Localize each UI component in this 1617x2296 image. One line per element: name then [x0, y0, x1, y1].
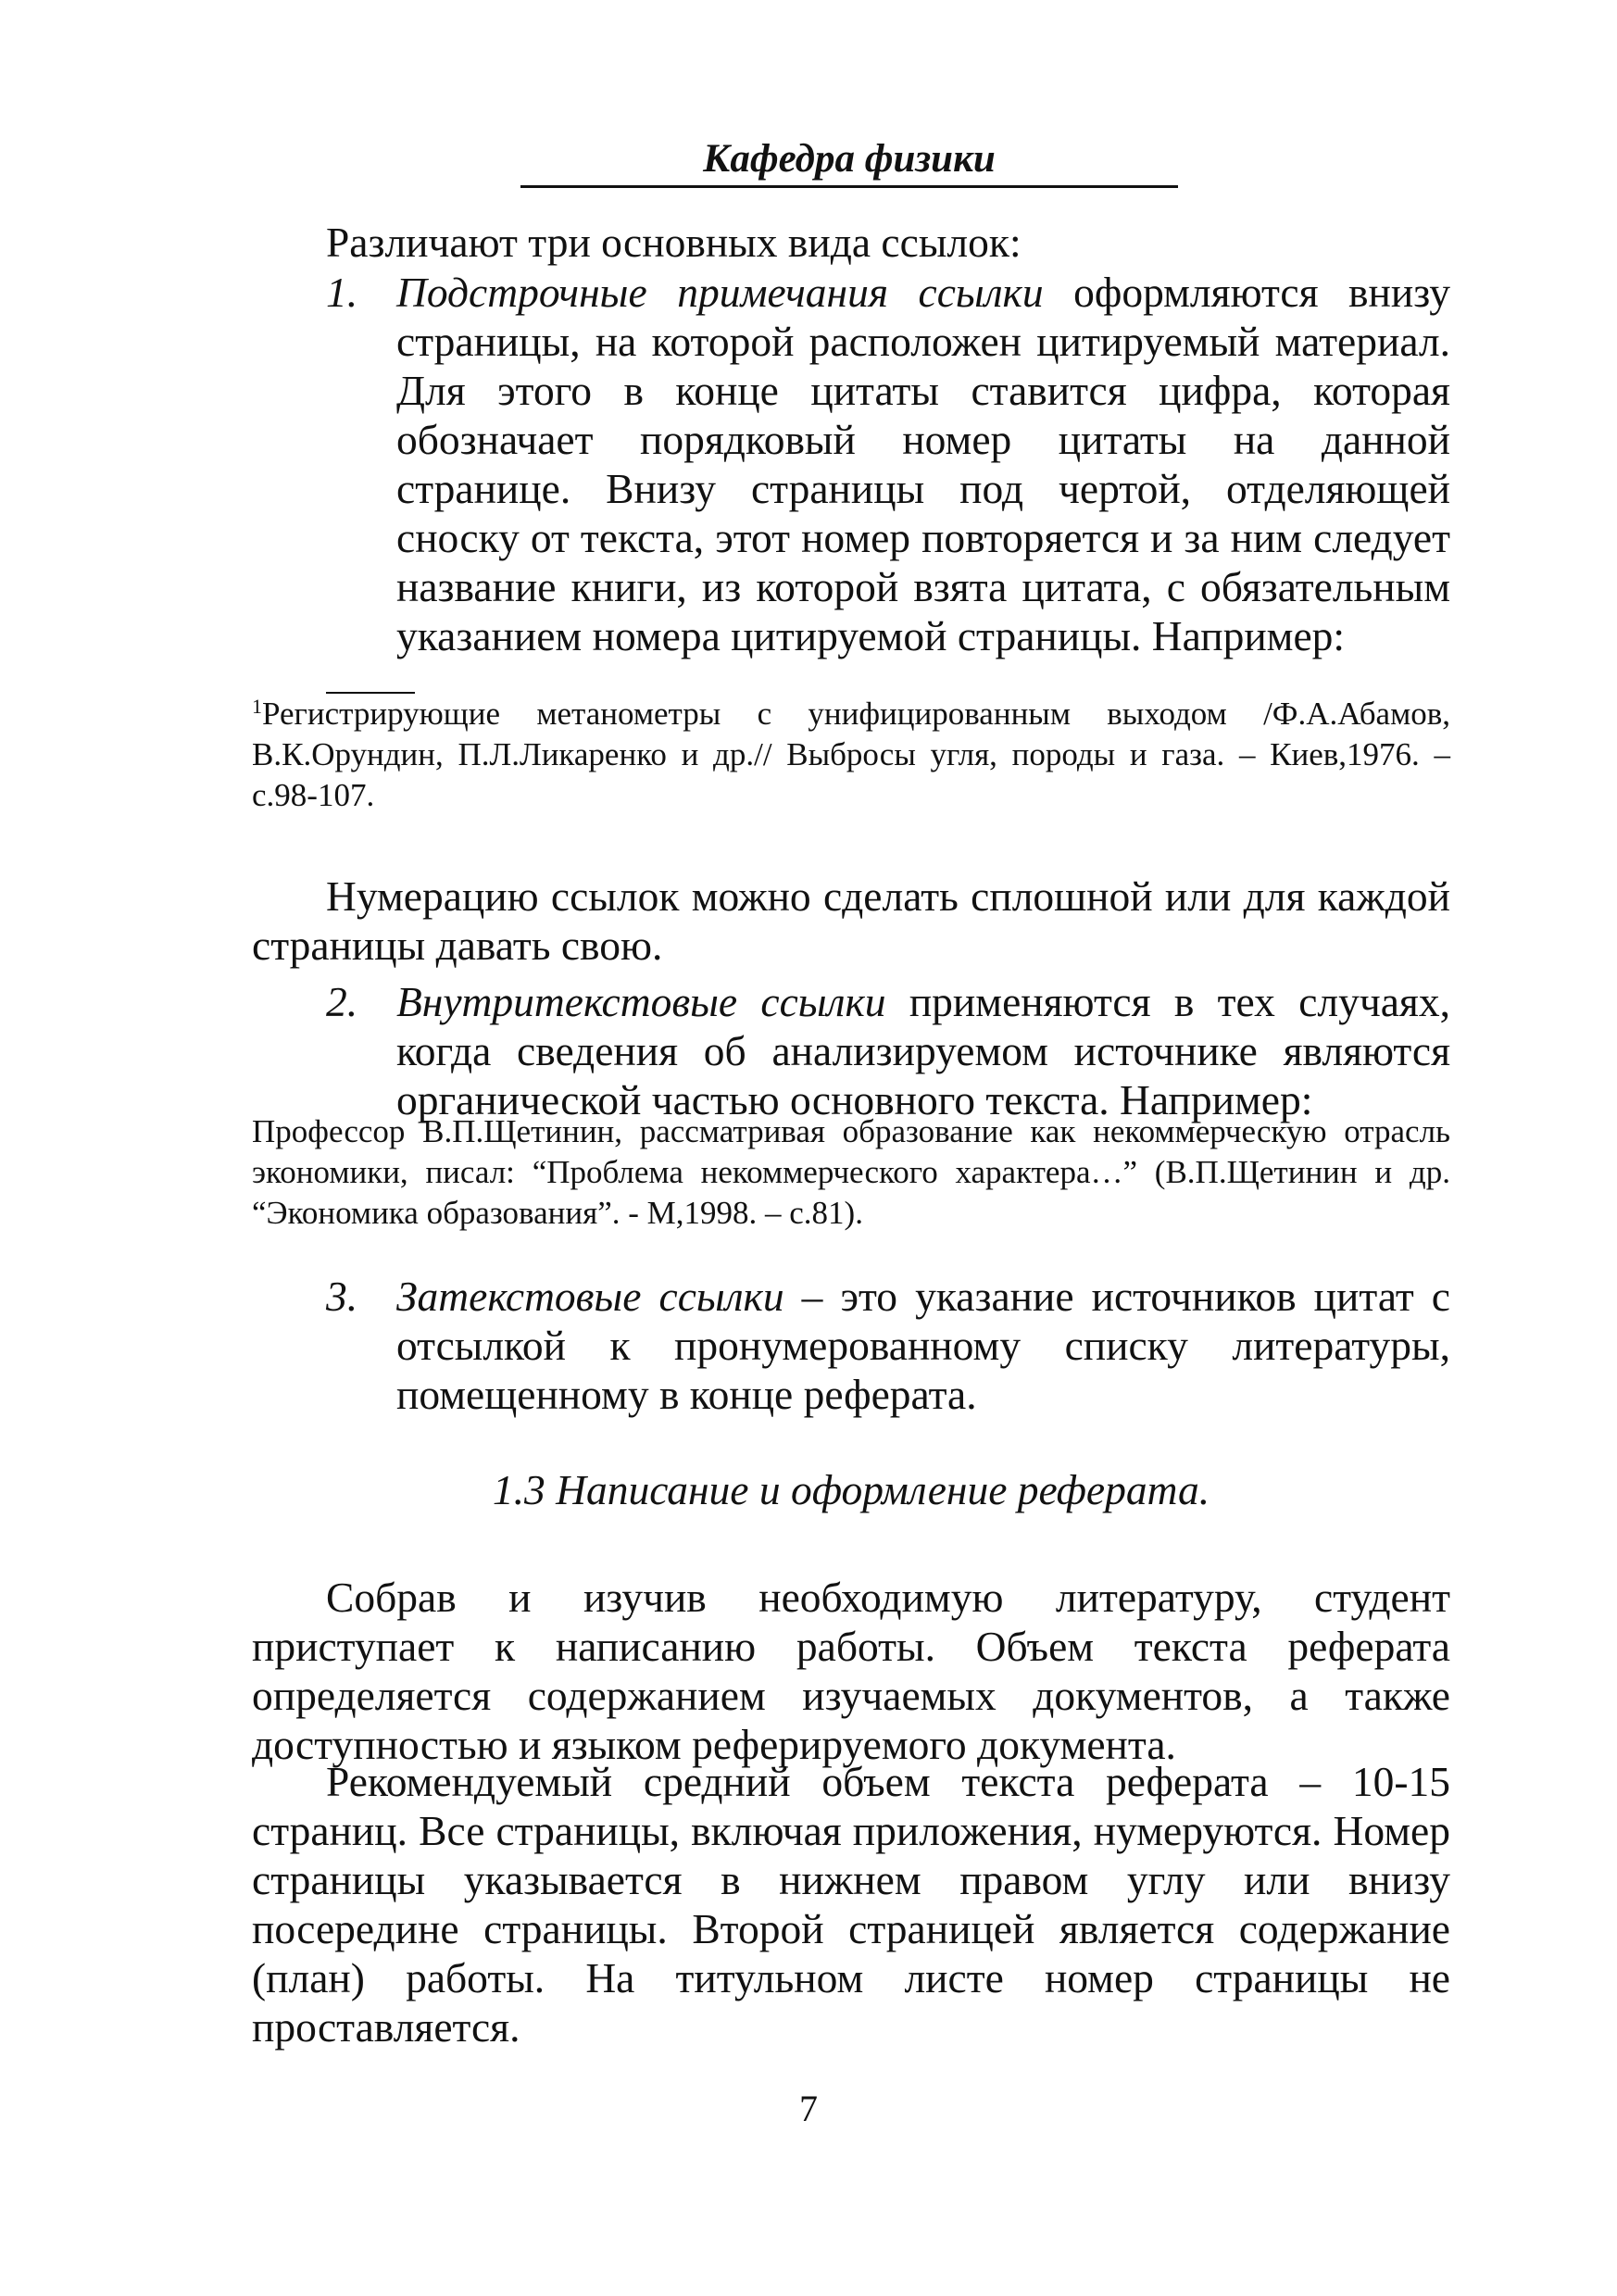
list-item-text: применяются в тех случаях, когда сведения об анализируемом источнике являются органической частью основного текста. Например:: [396, 978, 1450, 1123]
footnote-text: Регистрирующие метанометры с унифицированным выходом /Ф.А.Абамов, В.К.Орундин, П.Л.Ликаренко и др.// Выбросы угля, породы и газа. – Киев,1976. – с.98-107.: [252, 696, 1450, 813]
page-header-title: Кафедра физики: [520, 137, 1178, 188]
list-item-number: 1.: [326, 269, 358, 316]
list-item-body: [396, 977, 1450, 1124]
list-item-body: [396, 1272, 1450, 1419]
paragraph-numbering: Нумерацию ссылок можно сделать сплошной или для каждой страницы давать свою.: [252, 872, 1450, 969]
list-item-term: Подстрочные примечания ссылки: [396, 269, 1044, 316]
paragraph-volume: Собрав и изучив необходимую литературу, студент приступает к написанию работы. Объем текста реферата определяется содержанием изучаемых документов, а также доступностью и языком реферируемого документа.: [252, 1574, 1450, 1768]
list-item-body: [396, 268, 1450, 660]
list-item-2: [252, 977, 1450, 1124]
list-item-term: Затекстовые ссылки: [396, 1273, 784, 1320]
footnote-mark: 1: [252, 695, 262, 718]
list-item-text: оформляются внизу страницы, на которой расположен цитируемый материал. Для этого в конце цитаты ставится цифра, которая обозначает порядковый номер цитаты на данной странице. Внизу страницы под чертой, отделяющей сноску от текста, этот номер повторяется и за ним следует название книги, из которой взята цитата, с обязательным указанием номера цитируемой страницы. Например:: [396, 269, 1450, 659]
list-item-term: Внутритекстовые ссылки: [396, 978, 886, 1025]
section-heading: 1.3 Написание и оформление реферата.: [492, 1466, 1210, 1513]
footnote: [252, 694, 1450, 816]
paragraph-recommended: Рекомендуемый средний объем текста реферата – 10-15 страниц. Все страницы, включая приложения, нумеруются. Номер страницы указывается в нижнем правом углу или внизу посередине страницы. Второй страницей является содержание (план) работы. На титульном листе номер страницы не проставляется.: [252, 1758, 1450, 2051]
list-item-1: [252, 268, 1450, 660]
list-item-number: 3.: [326, 1273, 358, 1320]
list-item-3: [252, 1272, 1450, 1419]
list-item-number: 2.: [326, 978, 358, 1025]
page-number: 7: [799, 2088, 818, 2129]
intro-line: Различают три основных вида ссылок:: [326, 219, 1022, 266]
example-quote: Профессор В.П.Щетинин, рассматривая образование как некоммерческую отрасль экономики, писал: “Проблема некоммерческого характера…” (В.П.Щетинин и др. “Экономика образования”. - М,1998. – с.81).: [252, 1113, 1450, 1231]
list-item-text: – это указание источников цитат с отсылкой к пронумерованному списку литературы, помещенному в конце реферата.: [396, 1273, 1450, 1418]
